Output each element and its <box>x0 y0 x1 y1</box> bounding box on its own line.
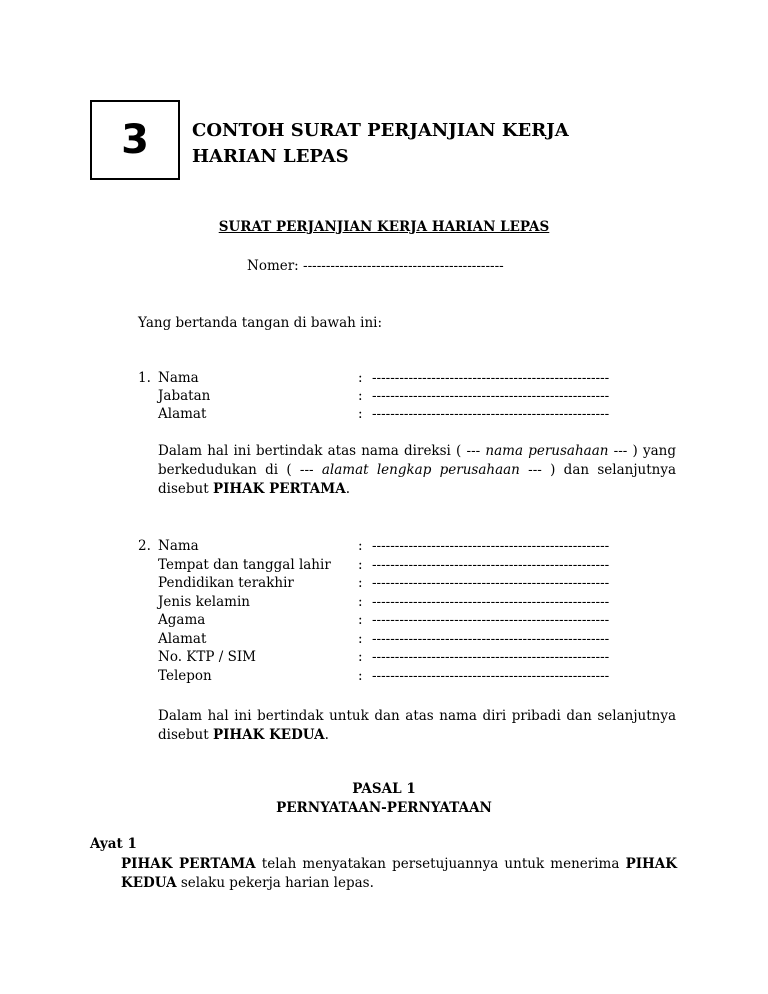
fill-in-blank: ---------------------------------------------------- <box>372 538 610 554</box>
party2-field-label: Pendidikan terakhir <box>158 575 294 591</box>
field-separator: : <box>358 406 363 422</box>
nomor-line <box>247 258 504 274</box>
nomor-label: Nomer: <box>247 258 299 274</box>
party1-field-label: Jabatan <box>158 388 211 404</box>
party1-field-label: Nama <box>158 370 199 386</box>
document-title: SURAT PERJANJIAN KERJA HARIAN LEPAS <box>218 219 550 235</box>
party2-number: 2. <box>138 538 151 554</box>
party1-desc-end: . <box>345 481 350 497</box>
ayat1-text <box>121 855 677 893</box>
pasal-title: PERNYATAAN-PERNYATAAN <box>276 800 492 816</box>
fill-in-blank: ---------------------------------------------------- <box>372 388 610 404</box>
party2-designation: PIHAK KEDUA <box>212 727 325 743</box>
party2-field-label: Jenis kelamin <box>158 594 250 610</box>
fill-in-blank: ---------------------------------------------------- <box>372 668 610 684</box>
chapter-number-box <box>90 100 180 180</box>
fill-in-blank: ---------------------------------------------------- <box>372 649 610 665</box>
party1-desc-text: Dalam hal ini bertindak atas nama direksi ( --- <box>158 443 481 459</box>
pasal-number: PASAL 1 <box>352 781 416 797</box>
field-separator: : <box>358 612 363 628</box>
field-separator: : <box>358 557 363 573</box>
company-name-placeholder: nama perusahaan <box>485 443 609 459</box>
party1-description <box>158 442 676 499</box>
field-separator: : <box>358 538 363 554</box>
fill-in-blank: ---------------------------------------------------- <box>372 594 610 610</box>
ayat1-text-mid: telah menyatakan persetujuannya untuk menerima <box>261 856 620 872</box>
chapter-number: 3 <box>121 117 149 163</box>
party2-field-label: Nama <box>158 538 199 554</box>
ayat-label: Ayat 1 <box>90 836 137 852</box>
field-separator: : <box>358 649 363 665</box>
party2-field-label: Agama <box>158 612 206 628</box>
party2-description <box>158 707 676 745</box>
company-address-placeholder: alamat lengkap perusahaan <box>321 462 520 478</box>
field-separator: : <box>358 594 363 610</box>
party1-desc-text: --- ) yang berkedudukan di ( --- <box>158 443 676 478</box>
chapter-title <box>192 118 569 170</box>
party2-field-label: No. KTP / SIM <box>158 649 256 665</box>
field-separator: : <box>358 631 363 647</box>
party2-field-label: Tempat dan tanggal lahir <box>158 557 331 573</box>
field-separator: : <box>358 668 363 684</box>
party2-field-label: Telepon <box>158 668 212 684</box>
party1-designation: PIHAK PERTAMA <box>212 481 346 497</box>
chapter-title-line1: CONTOH SURAT PERJANJIAN KERJA <box>192 120 569 141</box>
ayat1-text-end: selaku pekerja harian lepas. <box>180 875 374 891</box>
party1-desc-text: --- ) dan selanjutnya disebut <box>158 462 676 497</box>
party2-desc-text: Dalam hal ini bertindak untuk dan atas nama diri pribadi dan selanjutnya disebut <box>158 708 676 743</box>
chapter-title-line2: HARIAN LEPAS <box>192 146 349 167</box>
fill-in-blank: ---------------------------------------------------- <box>372 612 610 628</box>
nomor-dashes: -------------------------------------------- <box>303 258 504 274</box>
party2-desc-end: . <box>324 727 329 743</box>
fill-in-blank: ---------------------------------------------------- <box>372 406 610 422</box>
intro-text: Yang bertanda tangan di bawah ini: <box>138 315 383 331</box>
ayat1-party2: PIHAK KEDUA <box>121 856 677 891</box>
fill-in-blank: ---------------------------------------------------- <box>372 370 610 386</box>
party2-field-label: Alamat <box>158 631 207 647</box>
field-separator: : <box>358 388 363 404</box>
fill-in-blank: ---------------------------------------------------- <box>372 631 610 647</box>
party1-field-label: Alamat <box>158 406 207 422</box>
field-separator: : <box>358 575 363 591</box>
fill-in-blank: ---------------------------------------------------- <box>372 575 610 591</box>
party1-number: 1. <box>138 370 151 386</box>
ayat1-party1: PIHAK PERTAMA <box>121 856 256 872</box>
fill-in-blank: ---------------------------------------------------- <box>372 557 610 573</box>
field-separator: : <box>358 370 363 386</box>
